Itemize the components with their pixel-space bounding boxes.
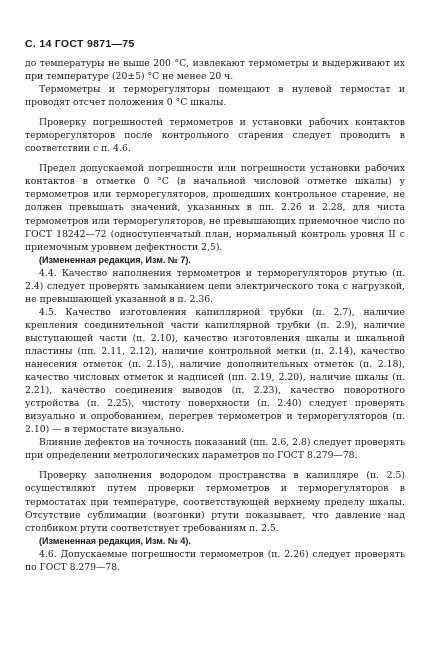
page-header: С. 14 ГОСТ 9871—75 bbox=[25, 38, 135, 50]
paragraph-check-errors: Проверку погрешностей термометров и установки рабочих контактов терморегуляторов после контрольного старения следует проводить в соответствии с п. 4.6. bbox=[25, 117, 405, 155]
paragraph-continuation: до температуры не выше 200 °С, извлекают термометры и выдерживают их при температуре (20±5) °С не менее 20 ч. bbox=[25, 58, 405, 83]
paragraph-4-4: 4.4. Качество наполнения термометров и терморегуляторов ртутью (п. 2.4) следует проверять замыканием цепи электрического тока с нагрузкой, не превышающей указанной в п. 2.36. bbox=[25, 267, 405, 305]
paragraph-4-6: 4.6. Допускаемые погрешности термометров (п. 2.26) следует проверять по ГОСТ 8.279—78. bbox=[25, 548, 405, 573]
revision-note-4: (Измененная редакция, Изм. № 4). bbox=[39, 535, 191, 546]
revision-note-7: (Измененная редакция, Изм. № 7). bbox=[39, 254, 191, 265]
paragraph-hydrogen-check: Проверку заполнения водородом пространства в капилляре (п. 2.5) осуществляют путем проверки термометров и терморегуляторов в термостатах при температуре, соответствующей верхнему пределу шкалы. Отсутствие сублимации (возгонки) ртути показывает, что давление над столбиком ртути соответствует требованиям п. 2.5. bbox=[25, 470, 405, 534]
document-body bbox=[25, 57, 405, 574]
paragraph-defects-influence: Влияние дефектов на точность показаний (пп. 2.6, 2.8) следует проверять при определении метрологических параметров по ГОСТ 8.279—78. bbox=[25, 437, 405, 462]
paragraph-4-5: 4.5. Качество изготовления капиллярной трубки (п. 2.7), наличие крепления соединительной части капиллярной трубки (п. 2.9), наличие выступающей части (п. 2.10), качество изготовления шкалы и шкальной пластины (пп. 2.11, 2.12), наличие контрольной метки (п. 2.14), качество нанесения отметок (п. 2.15), наличие дополнительных отметок (п. 2.18), качество числовых отметок и надписей (пп. 2.19, 2.20), наличие шкалы (п. 2.21), качество соединения выводов (п. 2.23), качество поворотного устройства (п. 2.25), чистоту поверхности (п. 2.40) следует проверять визуально и опробованием, перегрев термометров и терморегуляторов (п. 2.10) — в термостате визуально. bbox=[25, 306, 405, 436]
paragraph-thermostat: Термометры и терморегуляторы помещают в нулевой термостат и проводят отсчет положения 0 °С шкалы. bbox=[25, 84, 405, 109]
paragraph-error-limit: Предел допускаемой погрешности или погрешности установки рабочих контактов в отметке 0 °С (в начальной числовой отметке шкалы) у термометров или терморегуляторов, прошедших контрольное старение, не должен превышать значений, указанных в пп. 2.26 и 2.28, для чиста термометров или терморегуляторов, не превышающих приемочное число по ГОСТ 18242—72 (одноступенчатый план, нормальный контроль уровня II с приемочным уровнем дефектности 2,5). bbox=[25, 163, 405, 253]
